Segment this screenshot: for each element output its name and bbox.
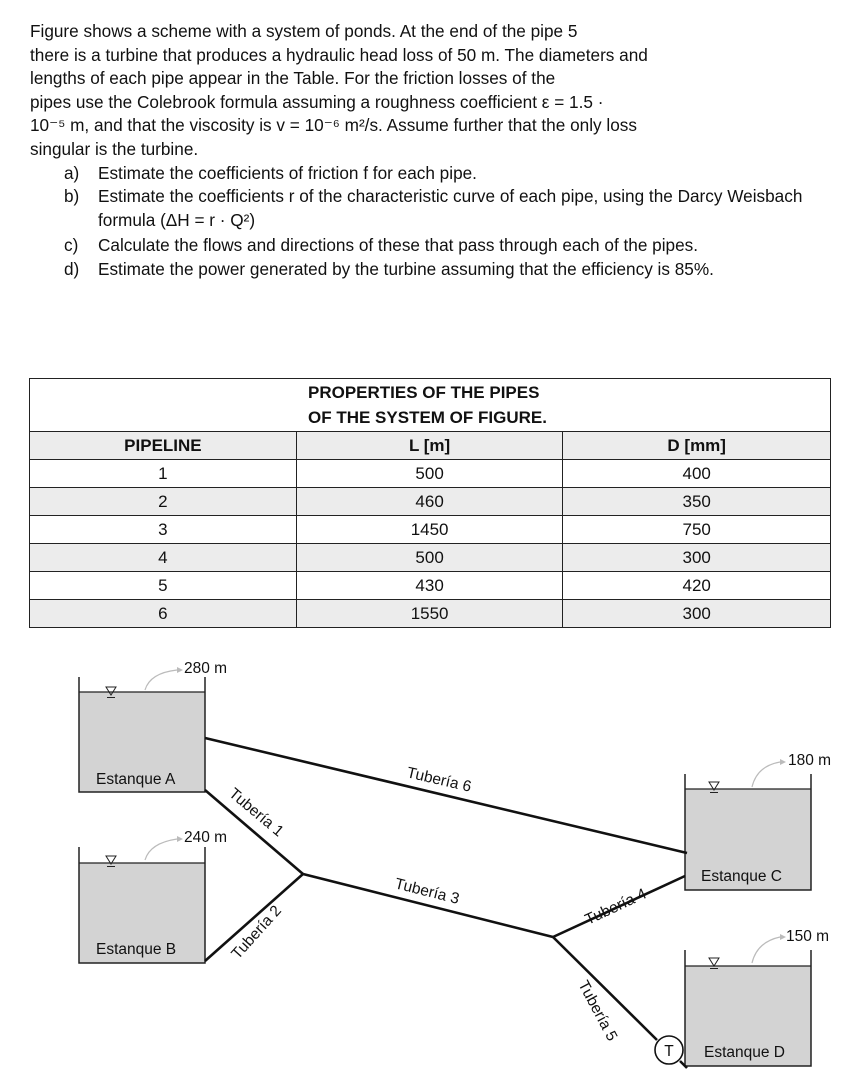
- pipe-2-label: Tubería 2: [228, 902, 285, 963]
- question-list: [30, 162, 830, 282]
- tank-a: [79, 660, 227, 792]
- tank-c: [685, 752, 831, 890]
- table-row: [30, 600, 831, 628]
- cell-length: 500: [296, 544, 563, 572]
- table-row: [30, 516, 831, 544]
- problem-line: singular is the turbine.: [30, 138, 199, 159]
- question-text: Estimate the coefficients r of the characteristic curve of each pipe, using the Darcy Weisbach formula (ΔH = r · Q²): [98, 186, 803, 230]
- header-diameter: D [mm]: [563, 432, 831, 460]
- table-title-line: OF THE SYSTEM OF FIGURE.: [308, 408, 547, 427]
- cell-diameter: 400: [563, 460, 831, 488]
- question-item: [30, 234, 830, 258]
- header-pipeline: PIPELINE: [30, 432, 297, 460]
- leader-line: [145, 839, 177, 860]
- question-label: c): [64, 235, 79, 256]
- question-item: [30, 258, 830, 282]
- cell-diameter: 420: [563, 572, 831, 600]
- tank-a-label: Estanque A: [96, 771, 176, 788]
- pipe-5-label: Tubería 5: [574, 977, 621, 1044]
- pipe-6-label: Tubería 6: [405, 764, 474, 796]
- question-item: [30, 185, 830, 232]
- problem-statement: [30, 20, 830, 282]
- leader-arrow-icon: [177, 836, 183, 842]
- table-header-row: [30, 432, 831, 460]
- question-item: [30, 162, 830, 186]
- problem-line: pipes use the Colebrook formula assuming a roughness coefficient ε = 1.5 ·: [30, 91, 604, 112]
- leader-arrow-icon: [780, 759, 786, 765]
- pipe-4-label: Tubería 4: [582, 885, 650, 929]
- tank-d-elevation: 150 m: [786, 928, 830, 945]
- leader-line: [145, 670, 177, 690]
- cell-length: 430: [296, 572, 563, 600]
- question-text: Estimate the power generated by the turbine assuming that the efficiency is 85%.: [98, 258, 714, 279]
- pipe-properties-table: [29, 378, 831, 628]
- pipe-3-label: Tubería 3: [393, 875, 461, 908]
- cell-pipeline: 1: [30, 460, 297, 488]
- tank-b: [79, 829, 227, 963]
- cell-pipeline: 2: [30, 488, 297, 516]
- pipe-1-label: Tubería 1: [225, 785, 287, 841]
- cell-diameter: 350: [563, 488, 831, 516]
- table-title-line: PROPERTIES OF THE PIPES: [308, 383, 540, 402]
- question-text: Calculate the flows and directions of these that pass through each of the pipes.: [98, 235, 699, 256]
- cell-diameter: 750: [563, 516, 831, 544]
- table-row: [30, 488, 831, 516]
- problem-line: 10⁻⁵ m, and that the viscosity is v = 10⁻⁶ m²/s. Assume further that the only loss: [30, 115, 637, 136]
- tank-b-elevation: 240 m: [184, 829, 228, 846]
- cell-pipeline: 6: [30, 600, 297, 628]
- cell-diameter: 300: [563, 544, 831, 572]
- cell-length: 500: [296, 460, 563, 488]
- problem-line: lengths of each pipe appear in the Table. For the friction losses of the: [30, 68, 556, 89]
- question-text: Estimate the coefficients of friction f for each pipe.: [98, 162, 477, 183]
- turbine: [655, 1036, 683, 1064]
- question-label: a): [64, 162, 80, 183]
- table-row: [30, 544, 831, 572]
- pond-system-diagram: [0, 640, 854, 1092]
- tank-d-label: Estanque D: [704, 1044, 785, 1061]
- tank-a-elevation: 280 m: [184, 660, 228, 677]
- table-row: [30, 572, 831, 600]
- cell-pipeline: 3: [30, 516, 297, 544]
- question-label: d): [64, 258, 80, 279]
- table-row: [30, 460, 831, 488]
- cell-pipeline: 5: [30, 572, 297, 600]
- leader-arrow-icon: [177, 667, 183, 673]
- cell-diameter: 300: [563, 600, 831, 628]
- cell-length: 1550: [296, 600, 563, 628]
- turbine-symbol: T: [664, 1043, 674, 1060]
- tank-d: [685, 928, 829, 1066]
- header-length: L [m]: [296, 432, 563, 460]
- tank-c-elevation: 180 m: [788, 752, 832, 769]
- problem-line: there is a turbine that produces a hydraulic head loss of 50 m. The diameters and: [30, 44, 648, 65]
- cell-length: 1450: [296, 516, 563, 544]
- table-title: [30, 379, 831, 432]
- table-title-row: [30, 379, 831, 432]
- leader-line: [752, 762, 780, 787]
- problem-line: Figure shows a scheme with a system of ponds. At the end of the pipe 5: [30, 21, 578, 41]
- tank-b-label: Estanque B: [96, 941, 177, 958]
- tank-c-label: Estanque C: [701, 868, 782, 885]
- cell-pipeline: 4: [30, 544, 297, 572]
- water-level-triangle-icon: [709, 958, 719, 966]
- cell-length: 460: [296, 488, 563, 516]
- leader-line: [752, 937, 780, 963]
- question-label: b): [64, 186, 80, 207]
